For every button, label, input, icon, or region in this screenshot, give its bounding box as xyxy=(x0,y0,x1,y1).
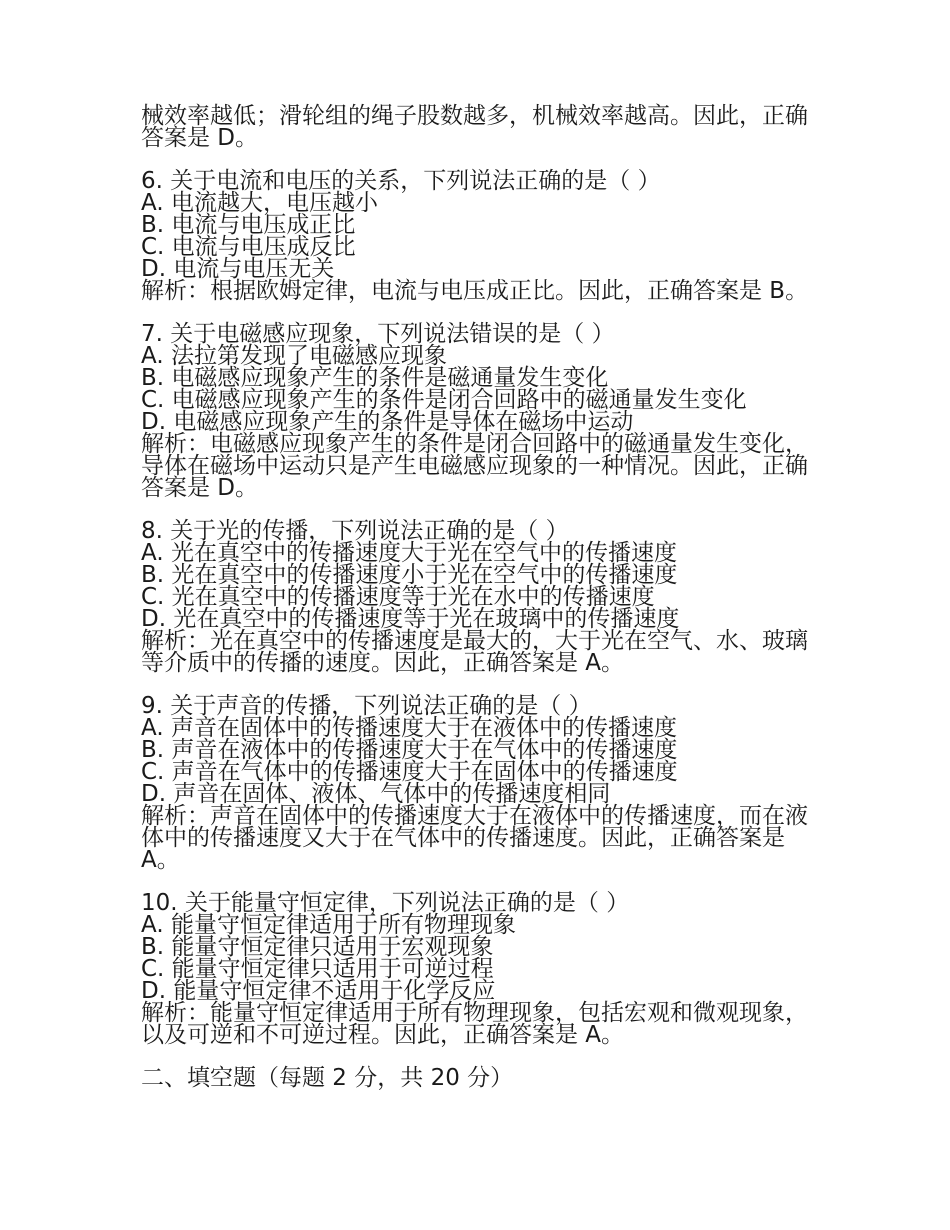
option-c: C. 电流与电压成反比 xyxy=(141,234,356,260)
explanation-text: 解析：光在真空中的传播速度是最大的，大于光在空气、水、玻璃等介质中的传播的速度。因此，正确答案是 A。 xyxy=(141,628,808,676)
question-10 xyxy=(141,892,817,1046)
option-a: A. 电流越大，电压越小 xyxy=(141,190,378,216)
option-d: D. 电流与电压无关 xyxy=(141,256,335,282)
document-page xyxy=(141,105,817,1089)
explanation-text: 解析：根据欧姆定律，电流与电压成正比。因此，正确答案是 B。 xyxy=(141,278,809,304)
question-stem: 9. 关于声音的传播，下列说法正确的是（ ） xyxy=(141,693,592,719)
question-stem: 6. 关于电流和电压的关系，下列说法正确的是（ ） xyxy=(141,168,661,194)
question-9 xyxy=(141,695,817,871)
question-7 xyxy=(141,323,817,499)
question-stem: 7. 关于电磁感应现象，下列说法错误的是（ ） xyxy=(141,321,615,347)
option-d: D. 电磁感应现象产生的条件是导体在磁场中运动 xyxy=(141,409,634,435)
question-stem: 10. 关于能量守恒定律，下列说法正确的是（ ） xyxy=(141,890,630,916)
option-b: B. 电磁感应现象产生的条件是磁通量发生变化 xyxy=(141,365,609,391)
explanation-text: 解析：电磁感应现象产生的条件是闭合回路中的磁通量发生变化，导体在磁场中运动只是产生电磁感应现象的一种情况。因此，正确答案是 D。 xyxy=(141,431,808,501)
option-a: A. 法拉第发现了电磁感应现象 xyxy=(141,343,447,369)
explanation-text: 解析：能量守恒定律适用于所有物理现象，包括宏观和微观现象，以及可逆和不可逆过程。因此，正确答案是 A。 xyxy=(141,1000,808,1048)
option-a: A. 声音在固体中的传播速度大于在液体中的传播速度 xyxy=(141,715,677,741)
question-6 xyxy=(141,170,817,302)
option-c: C. 能量守恒定律只适用于可逆过程 xyxy=(141,956,494,982)
explanation-text: 械效率越低；滑轮组的绳子股数越多，机械效率越高。因此，正确答案是 D。 xyxy=(141,103,808,151)
option-b: B. 光在真空中的传播速度小于光在空气中的传播速度 xyxy=(141,562,678,588)
option-c: C. 电磁感应现象产生的条件是闭合回路中的磁通量发生变化 xyxy=(141,387,747,413)
option-b: B. 能量守恒定律只适用于宏观现象 xyxy=(141,934,494,960)
option-b: B. 声音在液体中的传播速度大于在气体中的传播速度 xyxy=(141,737,678,763)
explanation-text: 解析：声音在固体中的传播速度大于在液体中的传播速度，而在液体中的传播速度又大于在气体中的传播速度。因此，正确答案是 A。 xyxy=(141,803,808,873)
option-b: B. 电流与电压成正比 xyxy=(141,212,356,238)
option-c: C. 声音在气体中的传播速度大于在固体中的传播速度 xyxy=(141,759,678,785)
section-heading: 二、填空题（每题 2 分，共 20 分） xyxy=(141,1065,514,1091)
previous-answer-explanation xyxy=(141,105,817,149)
option-d: D. 声音在固体、液体、气体中的传播速度相同 xyxy=(141,781,611,807)
option-a: A. 能量守恒定律适用于所有物理现象 xyxy=(141,912,516,938)
option-d: D. 能量守恒定律不适用于化学反应 xyxy=(141,978,496,1004)
option-d: D. 光在真空中的传播速度等于光在玻璃中的传播速度 xyxy=(141,606,680,632)
question-stem: 8. 关于光的传播，下列说法正确的是（ ） xyxy=(141,518,569,544)
question-8 xyxy=(141,520,817,674)
option-c: C. 光在真空中的传播速度等于光在水中的传播速度 xyxy=(141,584,655,610)
option-a: A. 光在真空中的传播速度大于光在空气中的传播速度 xyxy=(141,540,677,566)
